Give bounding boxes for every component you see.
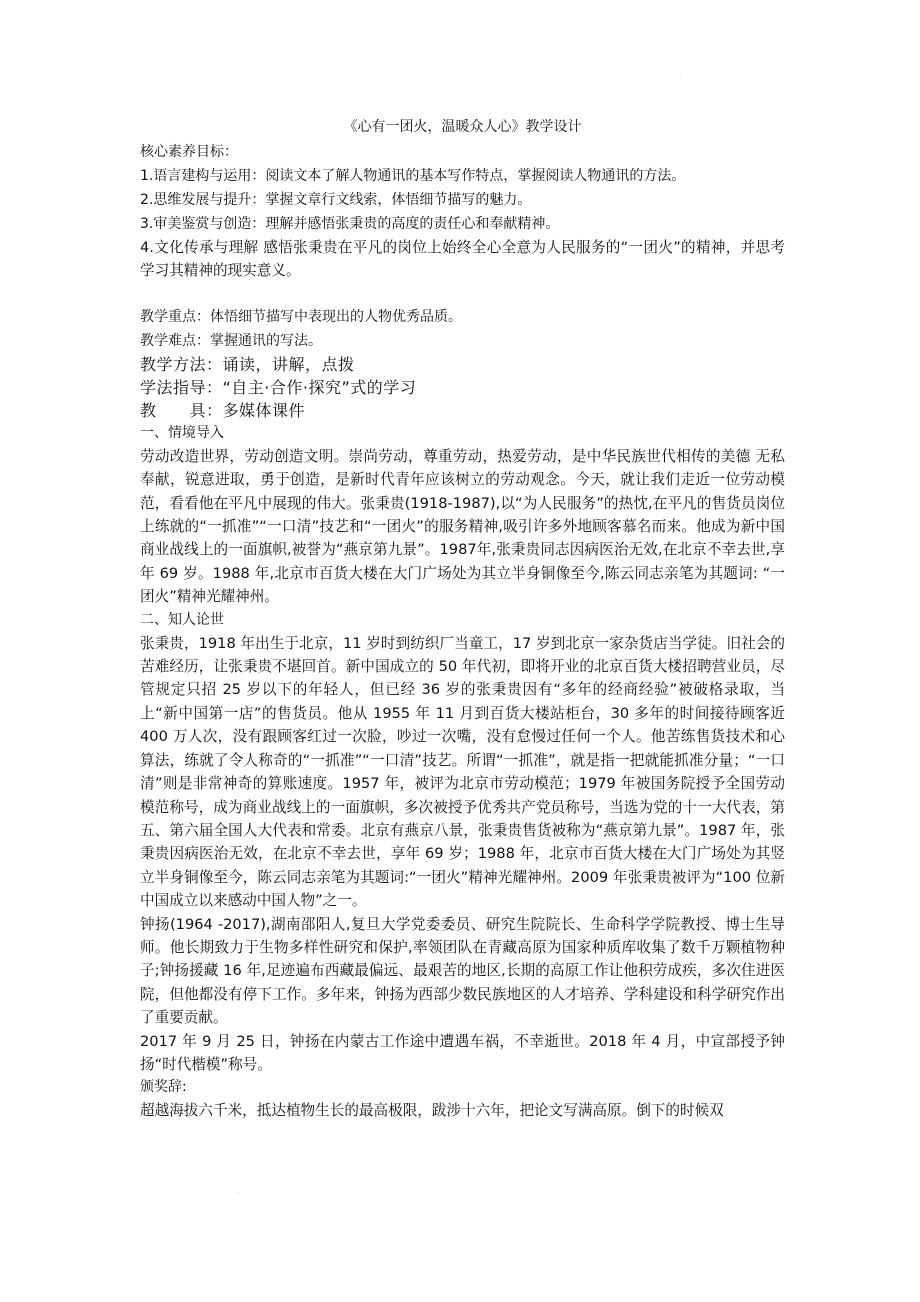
objective-item: 2.思维发展与提升：掌握文章行文线索，体悟细节描写的魅力。 [140, 192, 532, 208]
section-heading-background: 二、知人论世 [140, 611, 224, 628]
learning-guide: 学法指导：“自主·合作·探究”式的学习 [140, 377, 417, 397]
section-heading-intro: 一、情境导入 [140, 424, 224, 441]
background-paragraph-award: 2017 年 9 月 25 日，钟扬在内蒙古工作途中遭遇车祸，不幸逝世。2018 年 4 月，中宣部授予钟扬“时代楷模”称号。 [140, 1032, 785, 1073]
teaching-difficulty: 教学难点：掌握通讯的写法。 [140, 332, 322, 349]
teaching-tools: 教 具：多媒体课件 [140, 400, 306, 420]
award-speech-text: 超越海拔六千米，抵达植物生长的最高极限，跋涉十六年，把论文写满高原。倒下的时候双 [140, 1102, 724, 1120]
objective-item: 4.文化传承与理解 感悟张秉贵在平凡的岗位上始终全心全意为人民服务的“一团火”的精神，并思考学习其精神的现实意义。 [140, 239, 785, 280]
document-body [140, 116, 785, 1123]
teaching-key-point: 教学重点：体悟细节描写中表现出的人物优秀品质。 [140, 308, 462, 325]
teaching-method: 教学方法：诵读，讲解，点拨 [140, 354, 355, 374]
background-paragraph-zhong: 钟扬(1964 -2017),湖南邵阳人,复旦大学党委委员、研究生院院长、生命科学学院教授、博士生导师。他长期致力于生物多样性研究和保护,率领团队在青藏高原为国家种质库收集了数千万颗植物种子;钟扬援藏 16 年,足迹遍布西藏最偏远、最艰苦的地区,长期的高原工作让他积劳成疾，多次住进医院，但他都没有停下工作。多年来，钟扬为西部少数民族地区的人才培养、学科建设和科学研究作出了重要贡献。 [140, 915, 785, 1027]
objective-item: 3.审美鉴赏与创造：理解并感悟张秉贵的高度的责任心和奉献精神。 [140, 216, 560, 232]
scan-speck-top: · [679, 73, 682, 82]
document-title: 《心有一团火，温暖众人心》教学设计 [343, 119, 582, 135]
section-intro-text: 劳动改造世界，劳动创造文明。崇尚劳动，尊重劳动，热爱劳动，是中华民族世代相传的美德 无私奉献，锐意进取，勇于创造，是新时代青年应该树立的劳动观念。今天，就让我们走近一位劳动模范，看看他在平凡中展现的伟大。张秉贵(1918-1987),以“为人民服务”的热忱,在平凡的售货员岗位上练就的“一抓准”“一口清”技艺和“一团火”的服务精神,吸引许多外地顾客慕名而来。他成为新中国商业战线上的一面旗帜,被誉为“燕京第九景”。1987年,张秉贵同志因病医治无效,在北京不幸去世,享年 69 岁。1988 年,北京市百货大楼在大门广场处为其立半身铜像至今,陈云同志亲笔为其题词: “一团火”精神光耀神州。 [140, 447, 785, 606]
award-speech-heading: 颁奖辞: [140, 1079, 187, 1096]
background-paragraph-zhang: 张秉贵，1918 年出生于北京，11 岁时到纺织厂当童工，17 岁到北京一家杂货店当学徒。旧社会的苦难经历，让张秉贵不堪回首。新中国成立的 50 年代初，即将开业的北京百货大楼招聘营业员，尽管规定只招 25 岁以下的年轻人，但已经 36 岁的张秉贵因有“多年的经商经验”被破格录取，当上“新中国第一店”的售货员。他从 1955 年 11 月到百货大楼站柜台，30 多年的时间接待顾客近 400 万人次，没有跟顾客红过一次脸，吵过一次嘴，没有怠慢过任何一个人。他苦练售货技术和心算法，练就了令人称奇的“一抓准”“一口清”技艺。所谓“一抓准”，就是指一把就能抓准分量；“一口清”则是非常神奇的算账速度。1957 年，被评为北京市劳动模范；1979 年被国务院授予全国劳动模范称号，成为商业战线上的一面旗帜，多次被授予优秀共产党员称号，当选为党的十一大代表，第五、第六届全国人大代表和常委。北京有燕京八景，张秉贵售货被称为“燕京第九景”。1987 年，张秉贵因病医治无效，在北京不幸去世，享年 69 岁；1988 年，北京市百货大楼在大门广场处为其竖立半身铜像至今，陈云同志亲笔为其题词:“一团火”精神光耀神州。2009 年张秉贵被评为“100 位新中国成立以来感动中国人物”之一。 [140, 634, 785, 910]
paragraph-gap [140, 283, 785, 305]
scan-speck-bottom: · [236, 1189, 239, 1198]
objectives-heading: 核心素养目标： [140, 144, 238, 160]
objective-item: 1.语言建构与运用：阅读文本了解人物通讯的基本写作特点，掌握阅读人物通讯的方法。 [140, 168, 686, 184]
